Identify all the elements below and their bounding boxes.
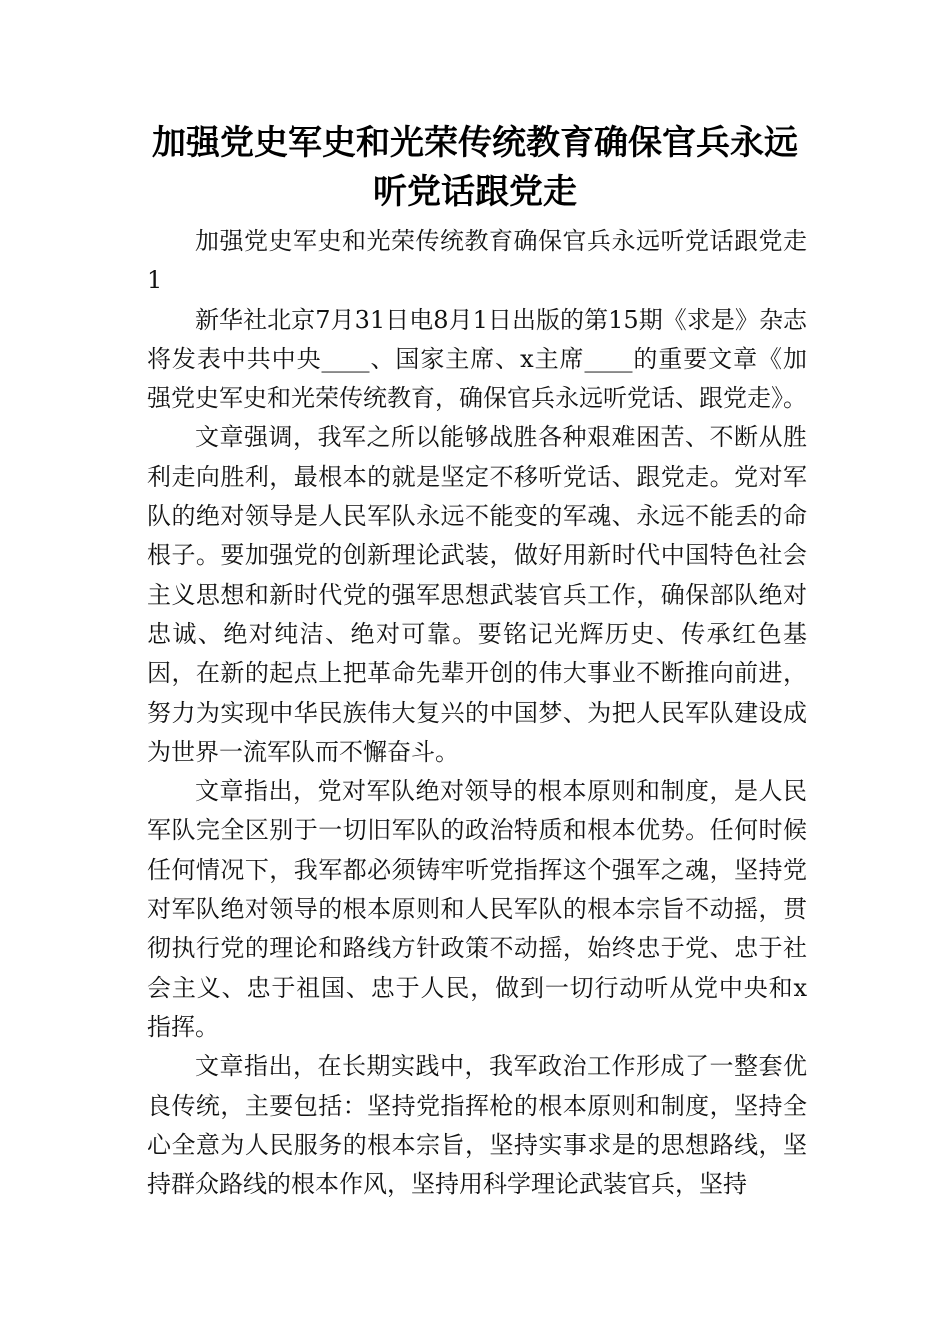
paragraph-news-lead: 新华社北京7月31日电8月1日出版的第15期《求是》杂志将发表中共中央____、国家主席、x主席____的重要文章《加强党史军史和光荣传统教育，确保官兵永远听党话、跟党走》。 [147,305,807,413]
document-body [147,222,807,1204]
paragraph-subtitle: 加强党史军史和光荣传统教育确保官兵永远听党话跟党走1 [147,227,807,295]
document-title-line-2: 听党话跟党走 [373,172,577,212]
paragraph-article-point-1: 文章指出，党对军队绝对领导的根本原则和制度，是人民军队完全区别于一切旧军队的政治特质和根本优势。任何时候任何情况下，我军都必须铸牢听党指挥这个强军之魂，坚持党对军队绝对领导的根本原则和人民军队的根本宗旨不动摇，贯彻执行党的理论和路线方针政策不动摇，始终忠于党、忠于社会主义、忠于祖国、忠于人民，做到一切行动听从党中央和x指挥。 [147,777,807,1041]
paragraph-article-emphasis: 文章强调，我军之所以能够战胜各种艰难困苦、不断从胜利走向胜利，最根本的就是坚定不移听党话、跟党走。党对军队的绝对领导是人民军队永远不能变的军魂、永远不能丢的命根子。要加强党的创新理论武装，做好用新时代中国特色社会主义思想和新时代党的强军思想武装官兵工作，确保部队绝对忠诚、绝对纯洁、绝对可靠。要铭记光辉历史、传承红色基因，在新的起点上把革命先辈开创的伟大事业不断推向前进，努力为实现中华民族伟大复兴的中国梦、为把人民军队建设成为世界一流军队而不懈奋斗。 [147,423,807,766]
document-title-line-1: 加强党史军史和光荣传统教育确保官兵永远 [152,123,798,163]
paragraph-article-point-2: 文章指出，在长期实践中，我军政治工作形成了一整套优良传统，主要包括：坚持党指挥枪的根本原则和制度，坚持全心全意为人民服务的根本宗旨，坚持实事求是的思想路线，坚持群众路线的根本作风，坚持用科学理论武装官兵，坚持 [147,1052,807,1199]
